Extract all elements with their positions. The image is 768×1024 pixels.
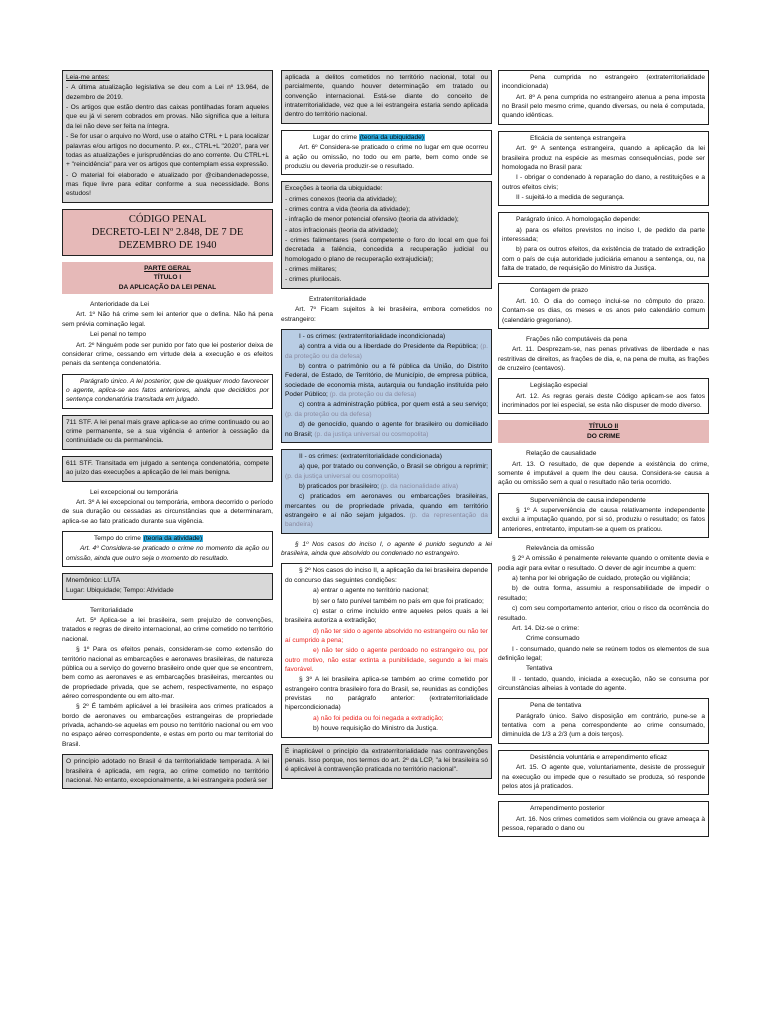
- note-box: [281, 70, 492, 124]
- article-text: II - os crimes: (extraterritorialidade condicionada): [299, 452, 442, 460]
- art7-section: [281, 295, 492, 324]
- section-heading: Tentativa: [526, 665, 553, 673]
- readme-item: - Se for usar o arquivo no Word, use o atalho CTRL + L para localizar palavras e/ou artigos no documento. P. ex., CTRL+L "2020", para ver todas as atualizações e jurisprudências do ano corrente. Ou CTRL+L + "reincidência" para ver os artigos que contemplam essa expressão.: [66, 133, 269, 169]
- theory-highlight: (teoria da atividade): [143, 534, 203, 542]
- article-text: Parágrafo único. A homologação depende:: [516, 216, 641, 224]
- article-item: [285, 400, 488, 419]
- article-item: II - tentado, quando, iniciada a execução, não se consuma por circunstâncias alheias à vontade do agente.: [498, 675, 709, 693]
- item-text: d) de genocídio, quando o agente for brasileiro ou domiciliado no Brasil;: [285, 421, 488, 438]
- principle-note: (p. da justiça universal ou cosmopolita): [314, 430, 429, 438]
- article-item: I - obrigar o condenado à reparação do dano, a restituições e a outros efeitos civis;: [502, 174, 705, 191]
- sumula-text: 611 STF. Transitada em julgado a sentença condenatória, compete ao juízo das execuções a aplicação de lei mais benigna.: [66, 459, 269, 477]
- title-heading: TÍTULO I: [153, 274, 182, 282]
- article-item: I - consumado, quando nele se reúnem todos os elementos de sua definição legal;: [498, 645, 709, 662]
- section-heading: Relação de causalidade: [526, 450, 597, 458]
- section-heading: Lei excepcional ou temporária: [90, 488, 178, 496]
- decree-title: DECRETO-LEI Nº 2.848, DE 7 DE DEZEMBRO DE 1940: [91, 226, 244, 251]
- title-subheading: DO CRIME: [587, 432, 620, 440]
- exception-item: - crimes plurilocais.: [285, 276, 342, 284]
- article-text: § 1º Para os efeitos penais, consideram-se como extensão do território nacional as embarcações e aeronaves brasileiras, de natureza pública ou a serviço do governo brasileiro onde quer que se encontrem, bem como as aeronaves e as embarcações brasileiras, mercantes ou de propriedade privada, que se achem, respectivamente, no espaço aéreo correspondente ou em alto-mar.: [62, 646, 273, 700]
- art7-paragraphs: [281, 540, 492, 559]
- article-item: a) não foi pedida ou foi negada a extradição;: [313, 714, 444, 722]
- part-heading: PARTE GERAL: [144, 265, 191, 273]
- principle-note: (p. da proteção ou da defesa): [329, 391, 417, 399]
- article-item: [285, 462, 488, 481]
- article-item: a) para os efeitos previstos no inciso I, de pedido da parte interessada;: [502, 226, 705, 244]
- principle-note: (p. da proteção ou da defesa): [285, 343, 488, 360]
- sumula-text: 711 STF. A lei penal mais grave aplica-se ao crime continuado ou ao crime permanente, se a sua vigência é anterior à cessação da continuidade ou da permanência.: [66, 418, 269, 445]
- exceptions-box: [281, 181, 492, 289]
- art13-p2-section: [498, 544, 709, 693]
- art3-section: [62, 488, 273, 526]
- article-text: Art. 4º Considera-se praticado o crime no momento da ação ou omissão, ainda que outro seja o momento do resultado.: [66, 545, 269, 562]
- exception-item: - infração de menor potencial ofensivo (teoria da atividade);: [285, 216, 459, 224]
- article-item: [285, 362, 488, 399]
- article-text: Art. 11. Desprezam-se, nas penas privativas de liberdade e nas restritivas de direitos, as frações de dia, e, na pena de multa, as frações de cruzeiro (centavos).: [498, 346, 709, 372]
- exception-item: - crimes conexos (teoria da atividade);: [285, 195, 397, 203]
- item-text: b) praticados por brasileiro;: [299, 482, 379, 490]
- readme-item: - O material foi elaborado e atualizado por @cibandenadeposse, mas fique livre para editar conforme a sua necessidade. Bons estudos!: [66, 171, 269, 198]
- section-heading: Territorialidade: [90, 606, 134, 614]
- item-text: a) contra a vida ou a liberdade do Presidente da República;: [299, 343, 478, 351]
- section-heading: [66, 534, 269, 543]
- sumula-box: [62, 456, 273, 482]
- section-heading: Frações não computáveis da pena: [526, 335, 628, 343]
- item-text: c) praticados em aeronaves ou embarcações brasileiras, mercantes ou de propriedade privada, quando em território estrangeiro e aí não sejam julgados.: [285, 493, 488, 520]
- article-text: Art. 12. As regras gerais deste Código aplicam-se aos fatos incriminados por lei especial, se esta não dispuser de modo diverso.: [502, 392, 705, 410]
- art1-section: [62, 300, 273, 369]
- part-heading-box: [62, 262, 273, 294]
- title-heading: TÍTULO II: [588, 423, 619, 431]
- article-text: § 2º É também aplicável a lei brasileira aos crimes praticados a bordo de aeronaves ou embarcações estrangeiras de propriedade privada, achando-se aquelas em pouso no território nacional ou em voo no espaço aéreo correspondente, e estas em porto ou mar territorial do Brasil.: [62, 703, 273, 748]
- column-2: [281, 70, 492, 785]
- art11-section: [498, 335, 709, 373]
- article-item: b) para os outros efeitos, da existência de tratado de extradição com o país de cuja autoridade judiciária emanou a sentença, ou, na falta de tratado, de requisição do Ministro da Justiça.: [502, 246, 705, 273]
- section-heading: Pena cumprida no estrangeiro (extraterritorialidade incondicionada): [502, 74, 705, 91]
- conditioned-box: [281, 449, 492, 534]
- section-heading: Arrependimento posterior: [530, 805, 605, 813]
- code-title-box: [62, 209, 273, 256]
- mnemonic-box: [62, 573, 273, 600]
- readme-title: Leia-me antes:: [66, 74, 110, 81]
- principle-note: (p. da justiça universal ou cosmopolita): [285, 472, 399, 480]
- article-item: II - sujeitá-lo a medida de segurança.: [516, 193, 625, 201]
- section-heading: [285, 133, 488, 142]
- art13-p1-box: [498, 493, 709, 538]
- article-text: Art. 1º Não há crime sem lei anterior que o defina. Não há pena sem prévia cominação legal.: [62, 311, 273, 328]
- section-heading: Eficácia de sentença estrangeira: [530, 134, 626, 142]
- unconditioned-box: [281, 329, 492, 443]
- title-ii-box: [498, 420, 709, 443]
- art8-box: [498, 70, 709, 125]
- section-heading: Extraterritorialidade: [309, 295, 367, 303]
- article-text: Parágrafo único. A lei posterior, que de qualquer modo favorecer o agente, aplica-se aos fatos anteriores, ainda que decididos por sentença condenatória transitada em julgado.: [66, 377, 269, 404]
- item-text: b) contra o patrimônio ou a fé pública da União, do Distrito Federal, de Estado, de Território, de Município, de empresa pública, sociedade de economia mista, autarquia ou fundação instituída pelo Poder Público;: [285, 362, 488, 399]
- article-text: Art. 8º A pena cumprida no estrangeiro atenua a pena imposta no Brasil pelo mesmo crime, quando diversas, ou nela é computada, quando idênticas.: [502, 93, 705, 120]
- article-item: e) não ter sido o agente perdoado no estrangeiro ou, por outro motivo, não estar extinta a punibilidade, segundo a lei mais favorável.: [285, 647, 488, 674]
- article-item: a) tenha por lei obrigação de cuidado, proteção ou vigilância;: [512, 575, 691, 583]
- mnemonic-title: Mnemônico: LUTA: [66, 577, 121, 585]
- sumula-box: [62, 415, 273, 450]
- article-item: a) entrar o agente no território nacional;: [313, 587, 429, 595]
- article-text: § 2º Nos casos do inciso II, a aplicação da lei brasileira depende do concurso das seguintes condições:: [285, 567, 488, 584]
- theory-highlight: (teoria da ubiquidade): [359, 133, 424, 141]
- article-text: Art. 13. O resultado, de que depende a existência do crime, somente é imputável a quem lhe deu causa. Considera-se causa a ação ou omissão sem a qual o resultado não teria ocorrido.: [498, 460, 709, 487]
- article-text: Art. 9º A sentença estrangeira, quando a aplicação da lei brasileira produz na espécie as mesmas consequências, pode ser homologada no Brasil para:: [502, 145, 705, 171]
- article-item: b) ser o fato punível também no país em que foi praticado;: [313, 597, 484, 605]
- article-text: Parágrafo único. Salvo disposição em contrário, pune-se a tentativa com a pena correspondente ao crime consumado, diminuída de 1/3 a 2/3 (um a dois terços).: [502, 712, 705, 739]
- note-box: [281, 744, 492, 779]
- principle-note: (p. da proteção ou da defesa): [285, 410, 372, 418]
- art5-section: [62, 606, 273, 749]
- note-text: O princípio adotado no Brasil é da territorialidade temperada. A lei brasileira é aplicada, em regra, ao crime cometido no território nacional. No entanto, excepcionalmente, a lei estrangeira poderá ser: [66, 758, 269, 784]
- exception-item: - atos infracionais (teoria da atividade);: [285, 226, 399, 234]
- art13-section: [498, 449, 709, 487]
- note-text: É inaplicável o princípio da extraterritorialidade nas contravenções penais. Isso porque, nos termos do art. 2º da LCP, "a lei brasileira só é aplicável à contravenção praticada no território nacional".: [285, 747, 488, 774]
- title-subheading: DA APLICAÇÃO DA LEI PENAL: [118, 283, 217, 291]
- section-heading: Lei penal no tempo: [90, 331, 147, 339]
- paragraph-box: [62, 374, 273, 409]
- art12-box: [498, 378, 709, 414]
- section-heading: Crime consumado: [526, 635, 580, 643]
- art14-paragraph-box: [498, 698, 709, 743]
- article-item: [285, 492, 488, 529]
- article-item: d) não ter sido o agente absolvido no estrangeiro ou não ter aí cumprido a pena;: [285, 627, 488, 644]
- exception-item: - crimes falimentares (será competente o foro do local em que foi decretada a falência, concedida a recuperação judicial ou homologado o plano de recuperação extrajudicial);: [285, 237, 488, 263]
- section-heading: Superveniência de causa independente: [530, 496, 646, 504]
- art16-box: [498, 801, 709, 837]
- art9-paragraph-box: [498, 212, 709, 277]
- section-heading-text: Lugar do crime: [313, 133, 357, 141]
- article-item: b) houve requisição do Ministro da Justiça.: [313, 725, 438, 733]
- art15-box: [498, 750, 709, 795]
- article-item: [285, 482, 488, 491]
- exception-item: - crimes militares;: [285, 266, 337, 274]
- art6-box: [281, 130, 492, 175]
- section-heading: Contagem de prazo: [530, 287, 588, 295]
- section-heading: Relevância da omissão: [526, 545, 595, 553]
- note-box: [62, 754, 273, 789]
- article-text: Art. 15. O agente que, voluntariamente, desiste de prosseguir na execução ou impede que o resultado se produza, só responde pelos atos já praticados.: [502, 764, 705, 790]
- article-text: § 3º A lei brasileira aplica-se também ao crime cometido por estrangeiro contra brasileiro fora do Brasil, se, reunidas as condições previstas no parágrafo anterior: (extraterritorialidade hipercondicionada): [285, 676, 488, 712]
- article-text: Art. 14. Diz-se o crime:: [512, 624, 580, 632]
- article-item: c) estar o crime incluído entre aqueles pelos quais a lei brasileira autoriza a extradição;: [285, 607, 488, 625]
- article-text: Art. 2º Ninguém pode ser punido por fato que lei posterior deixa de considerar crime, cessando em virtude dela a execução e os efeitos penais da sentença condenatória.: [62, 341, 273, 368]
- section-heading: Legislação especial: [530, 382, 588, 390]
- column-1: [62, 70, 273, 795]
- principle-note: (p. da representação da bandeira): [285, 512, 488, 529]
- section-heading: Desistência voluntária e arrependimento eficaz: [530, 753, 668, 761]
- article-text: Art. 7º Ficam sujeitos à lei brasileira, embora cometidos no estrangeiro:: [281, 306, 492, 323]
- article-text: Art. 16. Nos crimes cometidos sem violência ou grave ameaça à pessoa, reparado o dano ou: [502, 815, 705, 832]
- article-text: § 1º Nos casos do inciso I, o agente é punido segundo a lei brasileira, ainda que absolvido ou condenado no estrangeiro.: [281, 540, 492, 558]
- readme-box: [62, 70, 273, 203]
- article-text: § 2º A omissão é penalmente relevante quando o omitente devia e podia agir para evitar o resultado. O dever de agir incumbe a quem:: [498, 555, 709, 572]
- section-heading: Anterioridade da Lei: [90, 301, 150, 309]
- document-page: [62, 70, 709, 990]
- mnemonic-text: Lugar: Ubiquidade; Tempo: Atividade: [66, 587, 174, 595]
- exceptions-title: Exceções à teoria da ubiquidade:: [285, 185, 383, 193]
- article-text: Art. 10. O dia do começo inclui-se no cômputo do prazo. Contam-se os dias, os meses e os anos pelo calendário comum (calendário gregoriano).: [502, 297, 705, 324]
- article-item: [285, 342, 488, 361]
- article-text: Art. 3º A lei excepcional ou temporária, embora decorrido o período de sua duração ou cessadas as circunstâncias que a determinaram, aplica-se ao fato praticado durante sua vigência.: [62, 498, 273, 525]
- article-text: § 1º A superveniência de causa relativamente independente exclui a imputação quando, por si só, produziu o resultado; os fatos anteriores, entretanto, imputam-se a quem os praticou.: [502, 506, 705, 533]
- article-item: b) de outra forma, assumiu a responsabilidade de impedir o resultado;: [498, 585, 709, 602]
- art4-box: [62, 531, 273, 567]
- art10-box: [498, 283, 709, 328]
- exception-item: - crimes contra a vida (teoria da atividade);: [285, 205, 410, 213]
- art9-box: [498, 131, 709, 207]
- code-title: CÓDIGO PENAL: [128, 213, 207, 225]
- section-heading-text: Tempo do crime: [94, 534, 141, 542]
- section-heading: Pena de tentativa: [530, 702, 582, 710]
- principle-note: (p. da nacionalidade ativa): [380, 482, 459, 490]
- item-text: c) contra a administração pública, por quem está a seu serviço;: [299, 401, 488, 409]
- readme-item: - Os artigos que estão dentro das caixas pontilhadas foram aqueles que eu já vi serem cobrados em provas. Não significa que a leitura da lei não deve ser feita na íntegra.: [66, 104, 269, 130]
- article-text: Art. 6º Considera-se praticado o crime no lugar em que ocorreu a ação ou omissão, no todo ou em parte, bem como onde se produziu ou deveria produzir-se o resultado.: [285, 144, 488, 170]
- article-item: [285, 420, 488, 439]
- column-3: [498, 70, 709, 843]
- article-text: Art. 5º Aplica-se a lei brasileira, sem prejuízo de convenções, tratados e regras de direito internacional, ao crime cometido no território nacional.: [62, 617, 273, 643]
- article-item: c) com seu comportamento anterior, criou o risco da ocorrência do resultado.: [498, 605, 709, 622]
- note-text: aplicada a delitos cometidos no território nacional, total ou parcialmente, quando houver determinação em tratado ou convenção internacional. Está-se diante do conceito de intraterritorialidade, vez que a lei estrangeira estaria sendo aplicada dentro do território nacional.: [285, 74, 488, 119]
- art7-conditions-box: [281, 563, 492, 737]
- article-text: I - os crimes: (extraterritorialidade incondicionada): [299, 332, 446, 340]
- readme-item: - A última atualização legislativa se deu com a Lei nº 13.964, de dezembro de 2019.: [66, 84, 269, 101]
- item-text: a) que, por tratado ou convenção, o Brasil se obrigou a reprimir;: [299, 463, 488, 471]
